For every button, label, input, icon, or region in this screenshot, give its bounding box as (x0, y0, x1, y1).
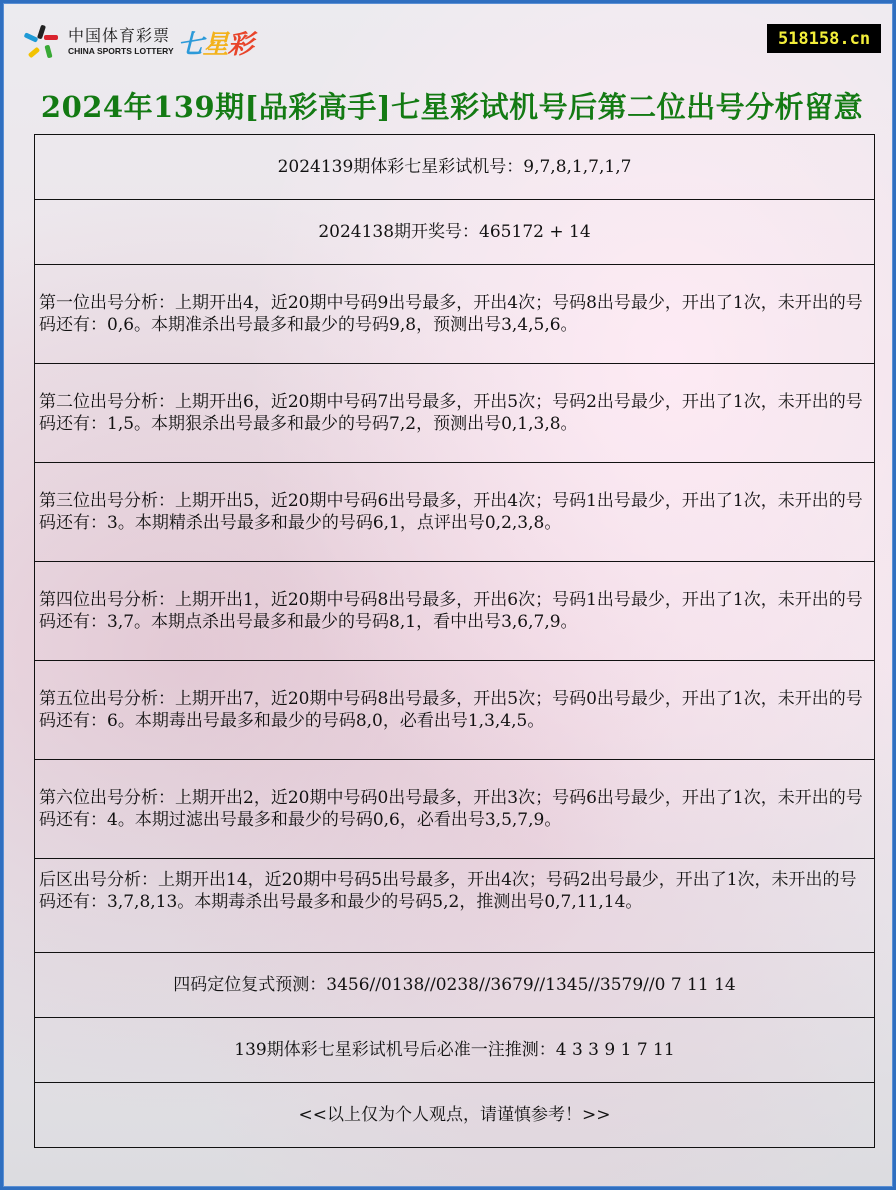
site-badge: 518158.cn (767, 24, 881, 53)
trial-numbers-cell: 2024139期体彩七星彩试机号：9,7,8,1,7,1,7 (35, 135, 875, 200)
table-row (35, 135, 875, 200)
four-code-forecast-cell: 四码定位复式预测：3456//0138//0238//3679//1345//3579//0 7 11 14 (35, 953, 875, 1018)
table-row (35, 200, 875, 265)
table-row (35, 760, 875, 859)
position-3-analysis-cell: 第三位出号分析：上期开出5，近20期中号码6出号最多，开出4次；号码1出号最少，开出了1次，未开出的号码还有：3。本期精杀出号最多和最少的号码6,1，点评出号0,2,3,8。 (35, 463, 875, 562)
table-row (35, 1018, 875, 1083)
table-row (35, 364, 875, 463)
page-title: 2024年139期[品彩高手]七星彩试机号后第二位出号分析留意 (40, 90, 864, 125)
back-area-analysis-cell: 后区出号分析：上期开出14，近20期中号码5出号最多，开出4次；号码2出号最少，开出了1次，未开出的号码还有：3,7,8,13。本期毒杀出号最多和最少的号码5,2，推测出号0,7,11,14。 (35, 859, 875, 953)
china-sports-lottery-logo (22, 22, 253, 62)
game-char-1: 七 (177, 29, 203, 60)
draw-result-cell: 2024138期开奖号：465172 + 14 (35, 200, 875, 265)
position-5-analysis-cell: 第五位出号分析：上期开出7，近20期中号码8出号最多，开出5次；号码0出号最少，开出了1次，未开出的号码还有：6。本期毒出号最多和最少的号码8,0，必看出号1,3,4,5。 (35, 661, 875, 760)
game-name-logo (178, 24, 253, 61)
logo-text (68, 28, 174, 56)
lottery-star-icon (22, 23, 62, 61)
logo-name-cn: 中国体育彩票 (68, 26, 171, 46)
table-row (35, 661, 875, 760)
analysis-table (34, 134, 875, 1148)
table-row (35, 463, 875, 562)
game-char-2: 星 (202, 29, 228, 60)
single-bet-forecast-cell: 139期体彩七星彩试机号后必准一注推测：4 3 3 9 1 7 11 (35, 1018, 875, 1083)
table-row (35, 859, 875, 953)
table-row (35, 1083, 875, 1148)
page-frame (3, 3, 893, 1187)
game-char-3: 彩 (227, 29, 253, 60)
position-4-analysis-cell: 第四位出号分析：上期开出1，近20期中号码8出号最多，开出6次；号码1出号最少，开出了1次，未开出的号码还有：3,7。本期点杀出号最多和最少的号码8,1，看中出号3,6,7,9。 (35, 562, 875, 661)
table-row (35, 265, 875, 364)
position-1-analysis-cell: 第一位出号分析：上期开出4，近20期中号码9出号最多，开出4次；号码8出号最少，开出了1次，未开出的号码还有：0,6。本期准杀出号最多和最少的号码9,8，预测出号3,4,5,6。 (35, 265, 875, 364)
table-row (35, 953, 875, 1018)
position-6-analysis-cell: 第六位出号分析：上期开出2，近20期中号码0出号最多，开出3次；号码6出号最少，开出了1次，未开出的号码还有：4。本期过滤出号最多和最少的号码0,6，必看出号3,5,7,9。 (35, 760, 875, 859)
table-row (35, 562, 875, 661)
position-2-analysis-cell: 第二位出号分析：上期开出6，近20期中号码7出号最多，开出5次；号码2出号最少，开出了1次，未开出的号码还有：1,5。本期狠杀出号最多和最少的号码7,2，预测出号0,1,3,8。 (35, 364, 875, 463)
logo-name-en: CHINA SPORTS LOTTERY (68, 46, 174, 57)
disclaimer-cell: <<以上仅为个人观点，请谨慎参考！>> (35, 1083, 875, 1148)
